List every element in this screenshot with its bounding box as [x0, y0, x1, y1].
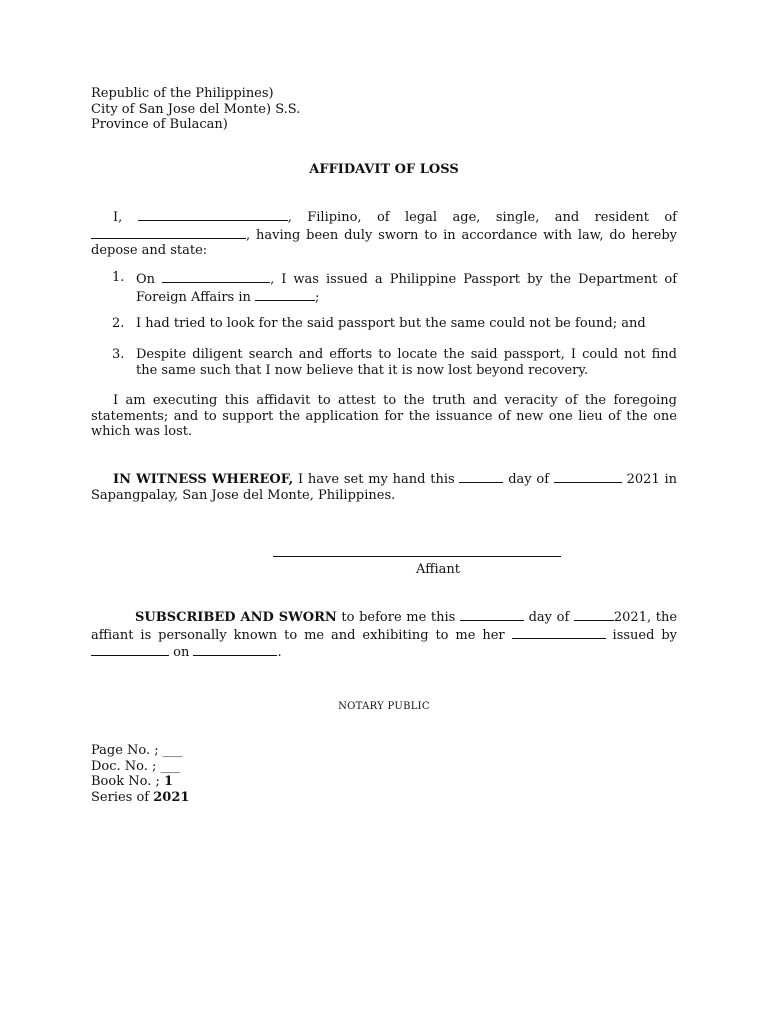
notary-public-label: NOTARY PUBLIC — [338, 701, 430, 712]
intro-text-2: , Filipino, of legal age, single, and resident of — [287, 210, 677, 225]
item-1-text-b: , I was issued a Philippine Passport by the Department of Foreign Affairs in — [136, 272, 678, 305]
item-3-text: Despite diligent search and efforts to locate the said passport, I could not find the same such that I now believe that it is now lost beyond recovery. — [136, 347, 677, 378]
witness-text-2: day of — [508, 472, 550, 487]
name-blank — [138, 208, 288, 221]
sworn-month-blank — [574, 608, 614, 621]
item-2-text: I had tried to look for the said passport but the same could not be found; and — [136, 316, 646, 331]
item-1-text-c: ; — [315, 289, 320, 305]
venue-city: City of San Jose del Monte) S.S. — [91, 101, 301, 117]
witness-month-blank — [554, 470, 622, 483]
sworn-text-3: 2021, the affiant is personally known to me and exhibiting to me her — [91, 610, 678, 643]
witness-paragraph — [91, 470, 677, 503]
venue-block — [91, 86, 300, 133]
venue-country: Republic of the Philippines) — [91, 86, 274, 101]
witness-text-3: 2021 in Sapangpalay, San Jose del Monte, Philippines. — [91, 472, 678, 503]
book-value: 1 — [163, 774, 174, 789]
item-number: 3. — [112, 347, 125, 362]
intro-text-1: I, — [113, 210, 123, 225]
sworn-text-6: . — [277, 645, 282, 660]
list-item — [112, 347, 677, 378]
place-issued-blank — [255, 288, 315, 301]
page-number: Page No. ; ___ — [91, 743, 183, 758]
intro-paragraph — [91, 208, 677, 259]
item-number: 1. — [112, 270, 125, 285]
notarial-register-block — [91, 743, 189, 805]
residence-blank — [91, 226, 246, 239]
executing-paragraph: I am executing this affidavit to attest to the truth and veracity of the foregoing statements; and to support the application for the issuance of new one lieu of the one which was lost. — [91, 393, 677, 439]
item-1-text-a: On — [136, 272, 156, 287]
date-issued-blank — [162, 270, 270, 283]
issue-date-blank — [193, 643, 277, 656]
list-item — [112, 316, 677, 332]
sworn-paragraph — [91, 608, 677, 661]
list-item — [112, 270, 677, 305]
intro-text-3: , having been duly sworn to in accordance with law, do hereby depose and state: — [91, 227, 677, 258]
issuer-blank — [91, 643, 169, 656]
sworn-day-blank — [460, 608, 524, 621]
witness-heading: IN WITNESS WHEREOF, — [113, 472, 294, 487]
series-label: Series of — [91, 789, 150, 805]
series — [91, 790, 189, 806]
sworn-text-2: day of — [528, 610, 570, 625]
witness-day-blank — [459, 470, 503, 483]
doc-number: Doc. No. ; ___ — [91, 758, 181, 774]
sworn-text-4: issued by — [612, 627, 678, 643]
document-title: AFFIDAVIT OF LOSS — [309, 162, 459, 177]
sworn-heading: SUBSCRIBED AND SWORN — [135, 610, 337, 625]
id-type-blank — [512, 626, 606, 639]
witness-text-1: I have set my hand this — [298, 472, 455, 487]
signature-line — [273, 556, 561, 557]
book-label: Book No. ; — [91, 774, 160, 789]
series-value: 2021 — [153, 789, 190, 805]
sworn-text-1: to before me this — [341, 610, 456, 625]
sworn-text-5: on — [173, 645, 190, 660]
book-number — [91, 774, 189, 790]
item-number: 2. — [112, 316, 125, 331]
venue-province: Province of Bulacan) — [91, 117, 228, 132]
affiant-label: Affiant — [416, 562, 460, 577]
